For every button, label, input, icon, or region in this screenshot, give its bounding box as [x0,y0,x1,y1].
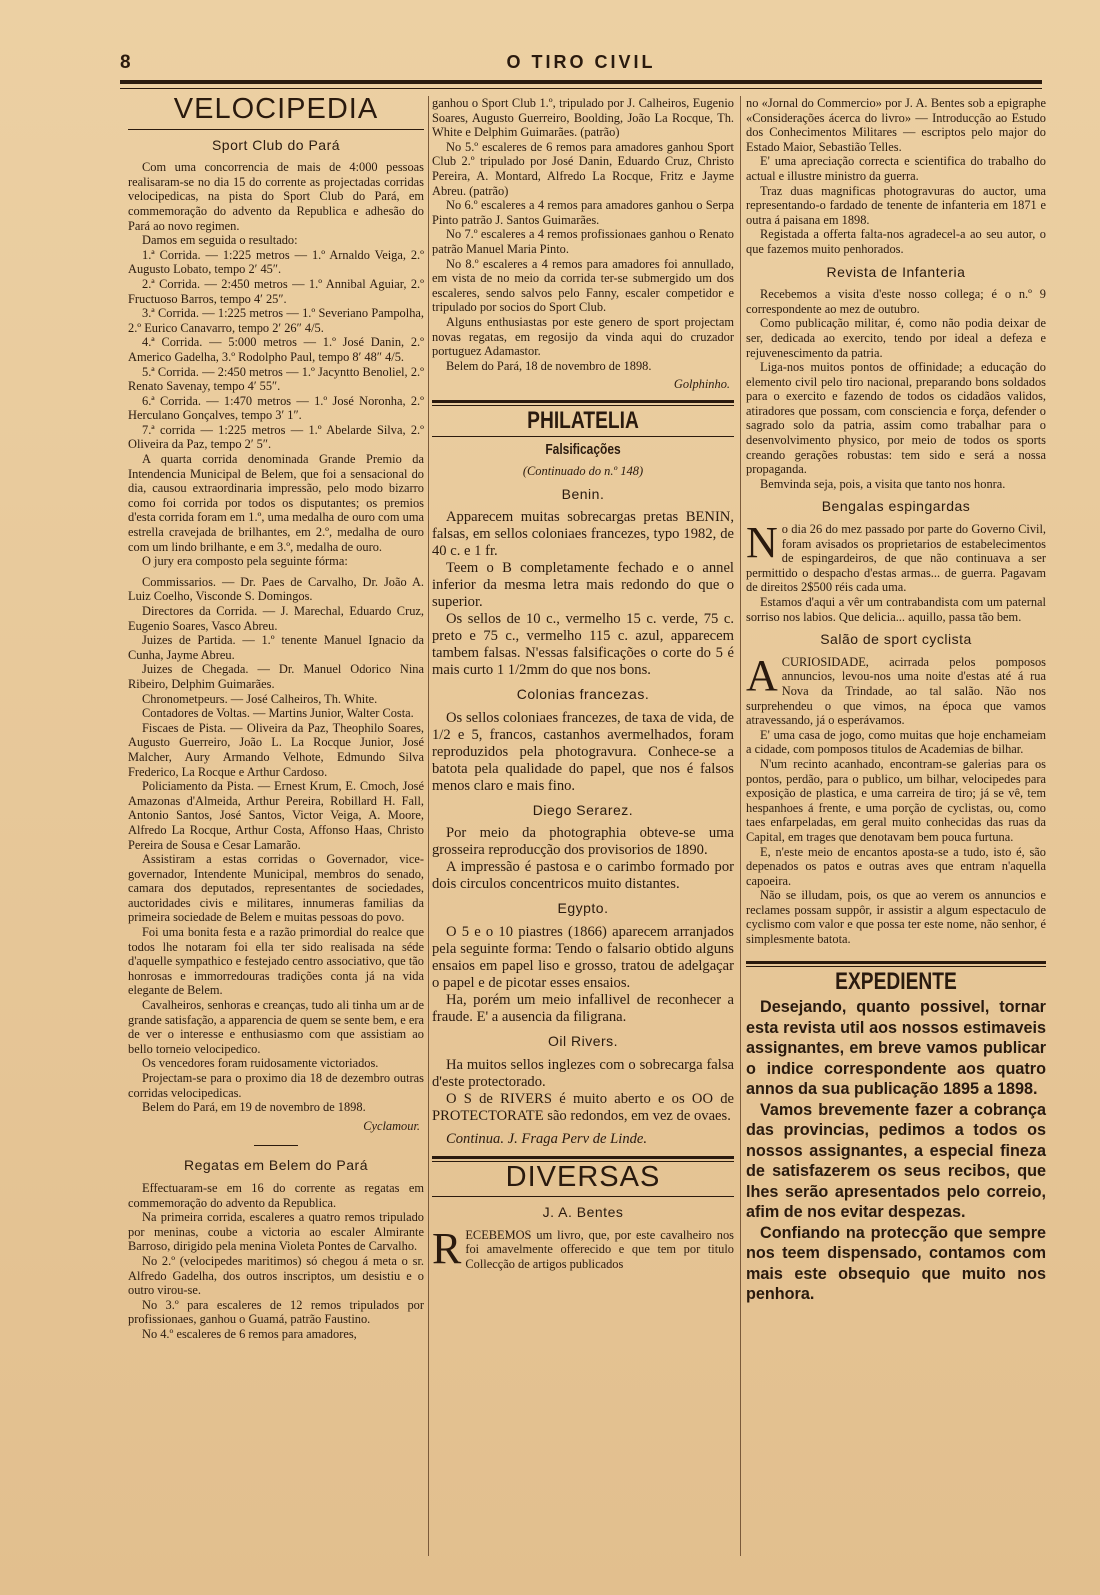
paragraph: Ha muitos sellos inglezes com o sobrecarga falsa d'este protectorado. [432,1056,734,1090]
paragraph: Vamos brevemente fazer a cobrança das provincias, pedimos a todos os nossos assignantes, a especial fineza de satisfazerem os seus recibos, que lhes serão apresentados pelo correio, afim de nos evitar despezas. [746,1100,1046,1222]
subsection-heading: Diego Serarez. [532,801,634,818]
jury-entry: Commissarios. — Dr. Paes de Carvalho, Dr. João A. Luiz Coelho, Visconde S. Domingos. [128,574,424,604]
page-number: 8 [120,52,131,73]
race-result: 6.ª Corrida. — 1:470 metros — 1.º José Noronha, 2.º Herculano Gonçalves, tempo 3′ 1″. [128,393,424,423]
paragraph: Apparecem muitas sobrecargas pretas BENIN, falsas, em sellos coloniaes francezes, typo 1982, de 40 c. e 1 fr. [432,509,734,560]
paragraph [746,650,1046,728]
subsection-heading: Egypto. [557,900,609,917]
paragraph: N'um recinto acanhado, encontram-se galerias para os pontos, perdão, para o publico, um bilhar, velocipedes para exposição de plastica, e uma carreira de tiro; já se vê, tem hespanhoes á frente, e uma porção de cyclistas, ou, como taes enfarpeladas, em geral muito conhecidas das ruas da Capital, em trages que denotavam bem pouca furtuna. [746,756,1046,844]
jury-entry: Directores da Corrida. — J. Marechal, Eduardo Cruz, Eugenio Soares, Vasco Abreu. [128,604,424,633]
paragraph: O 5 e o 10 piastres (1866) aparecem arranjados pela seguinte forma: Tendo o falsario obtido alguns ensaios em papel liso e grosso, tratou de adelgaçar o papel e de picotar esses ensaios. [432,924,734,992]
paragraph: O S de RIVERS é muito aberto e os OO de PROTECTORATE são redondos, em vez de ovaes. [432,1090,734,1124]
divider [746,961,1046,967]
race-result: 1.ª Corrida. — 1:225 metros — 1.º Arnaldo Veiga, 2.º Augusto Lobato, tempo 2′ 45″. [128,247,424,277]
paragraph: A impressão é pastosa e o carimbo formado por dois circulos concentricos muito distantes. [432,859,734,893]
paragraph: O jury era composto pela seguinte fórma: [142,554,348,569]
subsection-heading: Oil Rivers. [547,1033,619,1050]
signature: Cyclamour. [363,1118,420,1133]
section-title-diversas: DIVERSAS [505,1160,661,1193]
section-title-velocipedia: VELOCIPEDIA [173,93,379,125]
paragraph: No 3.º para escaleres de 12 remos tripulados por profissionaes, ganhou o Guamá, patrão Faustino. [128,1297,424,1327]
column-1 [128,93,424,1342]
paragraph: No 4.º escaleres de 6 remos para amadores, [142,1326,357,1341]
jury-entry: Policiamento da Pista. — Ernest Krum, E. Cmoch, José Amazonas d'Almeida, Arthur Pereira, Robillard H. Fall, Antonio Santos, José Santos, Victor Veiga, A. Moore, Alfredo La Rocque, Arthur Costa, Affonso Haas, Christo Pereira de Sousa e Cesar Lamarão. [128,779,424,852]
article-heading: Sport Club do Pará [211,136,341,153]
article-heading: Regatas em Belem do Pará [184,1157,368,1174]
paragraph: Estamos d'aqui a vêr um contrabandista com um paternal sorriso nos labios. Que delicia... aquillo, passa tão bem. [746,595,1046,624]
jury-entry: Juizes de Partida. — 1.º tenente Manuel Ignacio da Cunha, Jayme Abreu. [128,633,424,662]
paragraph: No 6.º escaleres a 4 remos para amadores ganhou o Serpa Pinto patrão J. Santos Guimarães. [432,198,734,227]
paragraph: E, n'este meio de encantos aposta-se a tudo, isto é, são depenados os patos e outras aves que entram n'aquella capoeira. [746,844,1046,888]
jury-entry: Chronometpeurs. — José Calheiros, Th. White. [142,691,378,706]
article-heading: J. A. Bentes [542,1204,624,1221]
drop-cap: N [746,518,778,568]
divider [432,436,734,437]
paragraph [746,518,1046,595]
paragraph: Cavalheiros, senhoras e creanças, tudo ali tinha um ar de grande satisfação, a apparencia de quem se sente bem, e era de ver o interesse e enthusiasmo com que assistiam ao bello torneio velocipedico. [128,998,424,1056]
paragraph: Assistiram a estas corridas o Governador, vice-governador, Intendente Municipal, membros do senado, camara dos deputados, representantes de sociedades, auctoridades civis e militares, innumeras familias da primeira sociedade de Belem e muitas pessoas do povo. [128,852,424,925]
paragraph: Alguns enthusiastas por este genero de sport projectam novas regatas, em regosijo da vinda aqui do cruzador portuguez Adamastor. [432,314,734,359]
jury-entry: Contadores de Voltas. — Martins Junior, Walter Costa. [142,706,414,721]
race-result: 7.ª corrida — 1:225 metros — 1.º Abelarde Silva, 2.º Oliveira da Paz, tempo 2′ 5″. [128,422,424,452]
continuation-note: (Continuado do n.º 148) [522,464,644,479]
paragraph [432,1223,734,1273]
paragraph: Traz duas magnificas photogravuras do auctor, uma representando-o fardado de tenente de infanteria em 1871 e outra á paisana em 1898. [746,183,1046,227]
race-result: 5.ª Corrida. — 2:450 metros — 1.º Jacyntto Benoliel, 2.º Renato Savenay, tempo 4′ 55″. [128,364,424,394]
article-heading: Salão de sport cyclista [820,631,972,648]
paragraph: A quarta corrida denominada Grande Premio da Intendencia Municipal de Belem, que foi a sensacional do dia, causou extraordinaria impressão, pelo modo bizarro como foi corrida por todos os disputantes; os premios d'esta corrida foram em 1.º, uma medalha de ouro com uma estrella cravejada de brilhantes, em 2.º, medalha de ouro com um lindo brilhante, e em 3.º, medalha de ouro. [128,452,424,554]
paragraph: Liga-nos muitos pontos de offinidade; a educação do elemento civil pelo tiro nacional, preparando bons soldados para o exercito e fazendo de todos os cidadãos validos, atiradores que possam, com consciencia e força, defender o sagrado solo da patria, assim como trabalhar para o desenvolvimento physico, por meio de todos os sports creando gerações robustas: tem sido e será a nossa propaganda. [746,360,1046,477]
paragraph: Os sellos de 10 c., vermelho 15 c. verde, 75 c. preto e 75 c., vermelho 115 c. azul, apparecem tambem falsas. N'essas falsificações o corte do 5 é mais curto 1 1/2mm do que nos bons. [432,611,734,679]
subsection-heading: Colonias francezas. [516,686,650,703]
header-rule [120,80,1042,84]
jury-entry: Juizes de Chegada. — Dr. Manuel Odorico Nina Ribeiro, Delphim Guimarães. [128,662,424,691]
jury-entry: Fiscaes de Pista. — Oliveira da Paz, Theophilo Soares, Augusto Guerreiro, João L. La Rocque Junior, José Malcher, Aury Armando Velhote, Edmundo Silva Frederico, La Rocque e Arthur Cardoso. [128,720,424,779]
paragraph: Damos em seguida o resultado: [142,233,298,248]
paragraph: no «Jornal do Commercio» por J. A. Bentes sob a epigraphe «Considerações ácerca do livro» — Introducção ao Estudo dos Conhecimentos Militares — escriptos pelo major do Estado Maior, Sebastião Telles. [746,96,1046,154]
paragraph: Confiando na protecção que sempre nos teem dispensado, contamos com mais este obsequio que muito nos penhora. [746,1223,1046,1304]
divider [254,1145,298,1146]
paragraph: ganhou o Sport Club 1.º, tripulado por J. Calheiros, Eugenio Soares, Augusto Guerreiro, Boolding, João La Rocque, Th. White e Delphim Guimarães. (patrão) [432,96,734,140]
divider [128,129,424,130]
paragraph: Com uma concorrencia de mais de 4:000 pessoas realisaram-se no dia 15 do corrente as projectadas corridas velocipedicas, na pista do Sport Club do Pará, em commemoração do advento da Republica e adhesão do Pará ao novo regimen. [128,160,424,233]
column-2 [432,96,734,1272]
section-title-philatelia: PHILATELIA [527,406,639,434]
dateline: Belem do Pará, em 19 de novembro de 1898. [142,1100,366,1115]
paragraph-text: ECEBEMOS um livro, que, por este cavalheiro nos foi amavelmente offerecido e que tem por titulo Collecção de artigos publicados [465,1227,734,1271]
drop-cap: R [432,1223,462,1273]
column-divider [428,96,429,1556]
paragraph: Recebemos a visita d'este nosso collega; é o n.º 9 correspondente ao mez de outubro. [746,287,1046,316]
dateline: Belem do Pará, 18 de novembro de 1898. [446,358,652,373]
race-result: 3.ª Corrida. — 1:225 metros — 1.º Severiano Pampolha, 2.º Eurico Canavarro, tempo 2′ 26″ 4/5. [128,306,424,335]
expediente-notice [746,997,1046,1305]
paragraph: No 5.º escaleres de 6 remos para amadores ganhou Sport Club 2.º tripulado por José Danin, Eduardo Cruz, Christo Pereira, A. Montard, Alfredo La Rocque, Fritz e Jayme Abreu. (patrão) [432,139,734,198]
paragraph: Foi uma bonita festa e a razão primordial do realce que todos lhe notaram foi ella ter sido realisada na séde d'aquelle sympathico e festejado centro associativo, que tão honrosas e immorredouras tradições conta já na vida elegante de Belem. [128,925,424,998]
article-heading: Falsificações [545,441,621,459]
signature: Continua. J. Fraga Perv de Linde. [446,1130,648,1147]
divider [432,1196,734,1197]
paragraph: No 8.º escaleres a 4 remos para amadores foi annullado, em vista de no meio da corrida ter-se submergido um dos escaleres, sendo salvos pelo Fanny, escaler competidor e tripulado por socios do Sport Club. [432,256,734,315]
paragraph: Projectam-se para o proximo dia 18 de dezembro outras corridas velocipedicas. [128,1071,424,1100]
paragraph: Na primeira corrida, escaleres a quatro remos tripulado por meninas, coube a victoria ao escaler Almirante Barroso, dirigido pela menina Violeta Pontes de Carvalho. [128,1210,424,1254]
paragraph: Desejando, quanto possivel, tornar esta revista util aos nossos estimaveis assignantes, em breve vamos publicar o indice correspondente aos quatro annos da sua publicação 1895 a 1898. [746,998,1046,1099]
paragraph-text: CURIOSIDADE, acirrada pelos pomposos annuncios, levou-nos uma noite d'estas até á rua Nova da Trindade, ao tal salão. Não nos surprehendeu o que vimos, na época que vamos atravessando, já o esperávamos. [746,654,1046,728]
page-header [120,52,1042,82]
paragraph: E' uma casa de jogo, como muitas que hoje enchameiam a cidade, com pomposos titulos de Academias de bilhar. [746,727,1046,757]
signature: Golphinho. [673,377,730,392]
race-result: 2.ª Corrida. — 2:450 metros — 1.º Annibal Aguiar, 2.º Fructuoso Barros, tempo 4′ 25″. [128,276,424,306]
paragraph: Os sellos coloniaes francezes, de taxa de vida, de 1/2 e 5, francos, castanhos avermelhados, foram reproduzidos pela photogravura. Conhece-se a batota pela qualidade do papel, que nos é falsos menos claro e mais fino. [432,709,734,794]
race-result: 4.ª Corrida. — 5:000 metros — 1.º José Danin, 2.º Americo Gadelha, 3.º Rodolpho Paul, tempo 8′ 48″ 4/5. [128,335,424,364]
column-divider [740,96,741,1556]
paragraph: No 7.º escaleres a 4 remos profissionaes ganhou o Renato patrão Manuel Maria Pinto. [432,227,734,256]
paragraph: E' uma apreciação correcta e scientifica do trabalho do actual e illustre ministro da guerra. [746,154,1046,183]
paragraph: Por meio da photographia obteve-se uma grosseira reproducção dos provisorios de 1890. [432,825,734,859]
paragraph: Teem o B completamente fechado e o annel inferior da mesma letra mais redondo do que o superior. [432,560,734,611]
newspaper-title: O TIRO CIVIL [506,52,656,72]
section-title-expediente: EXPEDIENTE [835,967,957,995]
divider [432,400,734,406]
paragraph: Bemvinda seja, pois, a visita que tanto nos honra. [760,476,1006,491]
paragraph: Registada a offerta falta-nos agradecel-a ao seu autor, o que fazemos muito penhorados. [746,227,1046,256]
header-rule-thin [120,88,1042,89]
paragraph-text: o dia 26 do mez passado por parte do Governo Civil, foram avisados os proprietarios de estabelecimentos de espingardeiros, de que não continuava a ser permittido o despacho d'estas armas... de guerra. Pagavam de direitos 2$500 réis cada uma. [746,522,1046,595]
paragraph: No 2.º (velocipedes maritimos) só chegou á meta o sr. Alfredo Gadelha, dos outros inscriptos, um desistiu e o outro virou-se. [128,1253,424,1298]
column-3 [746,96,1046,1305]
paragraph: Como publicação militar, é, como não podia deixar de ser, dedicada ao exercito, tendo por ideal a defeza e rejuvenescimento da patria. [746,316,1046,360]
subsection-heading: Benin. [561,485,605,502]
article-heading: Bengalas espingardas [821,498,971,515]
paragraph: Ha, porém um meio infallivel de reconhecer a fraude. E' a ausencia da filigrana. [432,992,734,1026]
paragraph: Os vencedores foram ruidosamente victoriados. [142,1056,379,1071]
article-heading: Revista de Infanteria [826,263,966,280]
paragraph: Effectuaram-se em 16 do corrente as regatas em commemoração do advento da Republica. [128,1180,424,1210]
paragraph: Não se illudam, pois, os que ao verem os annuncios e reclames possam suppôr, ir assistir a algum espectaculo de cyclismo com valor e que possa ter este nome, não senhor, é simplesmente batota. [746,888,1046,947]
drop-cap: A [746,650,778,700]
